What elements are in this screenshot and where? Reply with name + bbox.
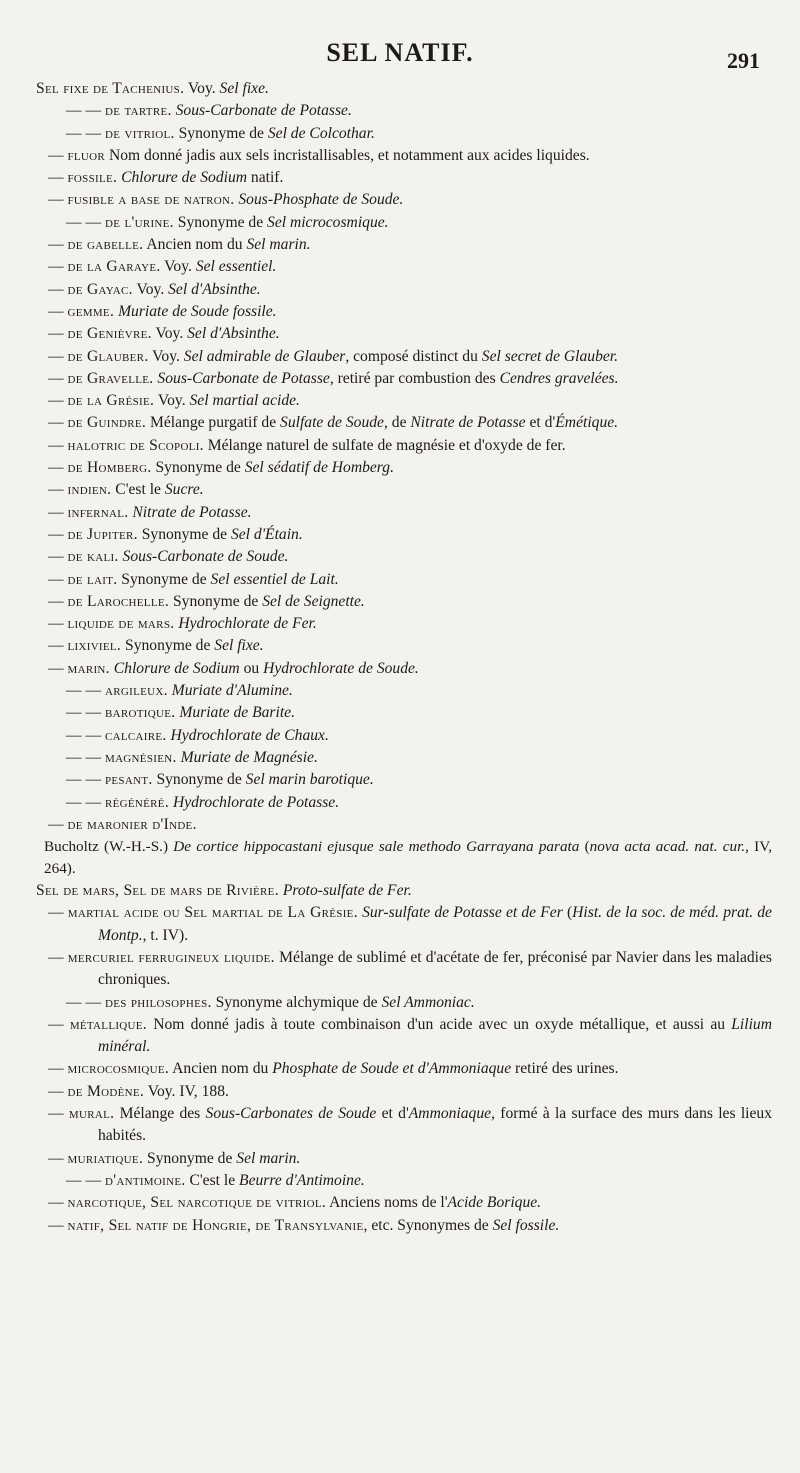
entry-text: Mélange purgatif de <box>146 414 281 432</box>
reference-tail: , IV, 264). <box>44 838 772 878</box>
entry-italic: Sel de Colcothar. <box>267 124 375 142</box>
dictionary-entry <box>36 479 772 501</box>
entry-headword: calcaire. <box>104 726 167 744</box>
entry-italic: Hydrochlorate de Potasse. <box>172 793 340 811</box>
bibliographic-reference <box>36 836 772 880</box>
entry-headword: de Modène. <box>67 1082 145 1100</box>
entry-text: Nom donné jadis à toute combinaison d'un acide avec un oxyde métallique, et aussi au <box>147 1015 732 1033</box>
entry-text: , retiré par combustion des <box>329 369 500 387</box>
entry-text: Mélange de sublimé et d'acétate de fer, préconisé par Navier dans les maladies chroniques. <box>98 948 772 989</box>
entry-dash: — — <box>66 102 105 120</box>
entry-dash: — <box>48 1060 68 1078</box>
entry-italic: Sel admirable de Glauber <box>183 347 346 365</box>
dictionary-entry <box>36 457 772 479</box>
entry-headword: de Glauber. <box>67 347 149 365</box>
entry-text: retiré des urines. <box>511 1060 619 1078</box>
entry-dash: — <box>48 459 68 477</box>
entry-headword: de la Grésie. <box>67 392 155 410</box>
dictionary-entry <box>36 1192 772 1214</box>
entry-dash: — — <box>66 793 105 811</box>
entry-text: ( <box>562 904 573 922</box>
entry-headword: de gabelle. <box>67 236 144 254</box>
entry-italic: Muriate de Soude fossile. <box>118 302 277 320</box>
dictionary-entry <box>36 1103 772 1148</box>
entry-text: Voy. <box>148 347 184 365</box>
entry-italic: Sur-sulfate de Potasse et de Fer <box>362 904 563 922</box>
entry-headword: de Gravelle. <box>67 369 154 387</box>
entry-dash: — <box>48 280 68 298</box>
entry-dash: — <box>48 169 68 187</box>
entry-text: Ancien nom du <box>169 1060 273 1078</box>
entry-dash: — <box>48 525 68 543</box>
entry-dash: — <box>48 1015 70 1033</box>
entry-dash: — <box>48 392 68 410</box>
entry-dash: — <box>48 481 68 499</box>
dictionary-entry <box>36 1081 772 1103</box>
entry-headword: gemme. <box>67 302 115 320</box>
entry-headword: barotique. <box>104 704 176 722</box>
entry-italic: Sous-Carbonate de Potasse <box>157 369 330 387</box>
entry-italic: Sel martial acide. <box>189 392 300 410</box>
entry-italic: Hydrochlorate de Chaux. <box>170 726 329 744</box>
entry-dash: — <box>48 948 68 966</box>
dictionary-entry <box>36 301 772 323</box>
entry-italic: Émétique. <box>555 414 619 432</box>
entry-italic: Hydrochlorate de Soude. <box>263 659 419 677</box>
entry-italic: Sel fossile. <box>492 1216 560 1234</box>
entry-italic: Hydrochlorate de Fer. <box>178 615 317 633</box>
entry-headword: de Homberg. <box>67 459 152 477</box>
entry-italic: Sucre. <box>164 481 204 499</box>
entry-text: Synonyme de <box>152 771 246 789</box>
dictionary-entry <box>36 880 772 902</box>
dictionary-entry <box>36 346 772 368</box>
entry-italic: Sous-Carbonate de Potasse. <box>175 102 352 120</box>
entry-text: Synonyme de <box>173 213 268 231</box>
entry-headword: lixiviel. <box>67 637 122 655</box>
entry-headword: marin. <box>67 659 110 677</box>
entry-headword: de kali. <box>67 548 119 566</box>
entry-headword: mural. <box>68 1105 115 1123</box>
entry-headword: microcosmique. <box>67 1060 170 1078</box>
entry-headword: de Jupiter. <box>67 525 138 543</box>
entry-text: Nom donné jadis aux sels incristallisables, et notamment aux acides liquides. <box>105 146 590 164</box>
entry-headword: argileux. <box>104 682 168 700</box>
entry-italic: Sel marin. <box>246 236 311 254</box>
entry-dash: — <box>48 146 68 164</box>
entry-dash: — <box>48 347 68 365</box>
dictionary-entry <box>36 1058 772 1080</box>
entry-text: Ancien nom du <box>143 236 247 254</box>
entry-headword: de tartre. <box>104 102 172 120</box>
entry-dash: — <box>48 1149 68 1167</box>
dictionary-entry <box>36 368 772 390</box>
entry-dash: — <box>48 414 68 432</box>
dictionary-entry <box>36 1148 772 1170</box>
entry-italic: Chlorure de Sodium <box>113 659 240 677</box>
dictionary-entry <box>36 323 772 345</box>
entry-text: Synonyme de <box>174 124 268 142</box>
entry-dash: — <box>48 570 68 588</box>
entry-text: Voy. <box>132 280 169 298</box>
entry-italic: Sel marin. <box>236 1149 301 1167</box>
entry-italic: Sel d'Absinthe. <box>187 325 280 343</box>
dictionary-entry <box>36 189 772 211</box>
dictionary-entry <box>36 1014 772 1059</box>
entry-dash: — — <box>66 124 105 142</box>
running-title: SEL NATIF. <box>326 38 474 67</box>
entry-headword: Sel de mars, Sel de mars de Rivière. <box>36 882 279 900</box>
entry-italic: Hist. de la soc. de méd. prat. de Montp. <box>98 904 772 944</box>
entry-italic: Nitrate de Potasse <box>410 414 526 432</box>
dictionary-entry <box>36 1170 772 1192</box>
entry-dash: — — <box>66 748 105 766</box>
dictionary-entry <box>36 902 772 947</box>
entry-text: et d' <box>525 414 556 432</box>
entry-italic: Sel marin barotique. <box>245 771 374 789</box>
entry-italic: Muriate de Magnésie. <box>180 748 318 766</box>
entry-italic: Nitrate de Potasse. <box>132 503 252 521</box>
entry-italic: Acide Borique. <box>447 1194 542 1212</box>
entry-text: Synonyme de <box>117 570 211 588</box>
dictionary-entry <box>36 658 772 680</box>
entry-italic: Sous-Carbonates de Soude <box>205 1105 377 1123</box>
entry-italic: Sel essentiel de Lait. <box>210 570 339 588</box>
dictionary-entry <box>36 502 772 524</box>
dictionary-entry <box>36 769 772 791</box>
entry-dash: — <box>48 302 68 320</box>
entry-headword: de Gayac. <box>67 280 133 298</box>
dictionary-entry <box>36 234 772 256</box>
entry-dash: — <box>48 1105 69 1123</box>
entry-text: C'est le <box>185 1171 240 1189</box>
entry-text: Mélange des <box>114 1105 206 1123</box>
dictionary-entry <box>36 947 772 992</box>
entry-italic: Sous-Phosphate de Soude. <box>238 191 404 209</box>
dictionary-entry <box>36 591 772 613</box>
reference-text: ( <box>579 838 590 856</box>
entry-italic: Sel fixe. <box>219 80 269 97</box>
entry-headword: régénéré. <box>104 793 170 811</box>
entry-italic: Sel fixe. <box>214 637 264 655</box>
entry-headword: de Larochelle. <box>67 592 170 610</box>
entry-italic: Chlorure de Sodium <box>121 169 248 187</box>
entry-dash: — <box>48 1216 68 1234</box>
entry-headword: de vitriol. <box>104 124 175 142</box>
entry-dash: — <box>48 904 68 922</box>
entry-dash: — <box>48 615 68 633</box>
entry-headword: martial acide ou Sel martial de La Grésie. <box>67 904 358 922</box>
entry-italic: Muriate d'Alumine. <box>171 682 293 700</box>
entry-italic: Sel de Seignette. <box>262 592 365 610</box>
dictionary-entry <box>36 613 772 635</box>
entry-text: Synonyme alchymique de <box>211 993 382 1011</box>
entry-headword: fluor <box>67 146 106 164</box>
entry-dash: — — <box>66 726 105 744</box>
entry-headword: des philosophes. <box>104 993 212 1011</box>
entry-dash: — <box>48 325 68 343</box>
entry-italic: Sel sédatif de Homberg. <box>244 459 394 477</box>
entry-headword: halotric de Scopoli. <box>67 436 204 454</box>
entry-dash: — <box>48 1082 68 1100</box>
dictionary-entry <box>36 1215 772 1237</box>
entry-text: Voy. <box>184 80 220 97</box>
dictionary-entry <box>36 256 772 278</box>
page-number: 291 <box>727 48 760 73</box>
dictionary-entry <box>36 814 772 836</box>
entry-text: Synonyme de <box>137 525 231 543</box>
entry-italic: Cendres gravelées. <box>499 369 619 387</box>
dictionary-entry <box>36 546 772 568</box>
entry-text: , composé distinct du <box>345 347 482 365</box>
entry-dash: — — <box>66 771 105 789</box>
entry-headword: Sel fixe de Tachenius. <box>36 80 185 97</box>
entry-dash: — <box>48 191 68 209</box>
entry-text: , formé à la surface des murs dans les lieux habités. <box>98 1105 772 1145</box>
entry-dash: — — <box>66 682 105 700</box>
dictionary-entry <box>36 635 772 657</box>
entry-dash: — <box>48 258 68 276</box>
entry-text: Synonyme de <box>143 1149 237 1167</box>
dictionary-entry <box>36 524 772 546</box>
dictionary-entry <box>36 435 772 457</box>
entry-text: natif. <box>247 169 284 187</box>
entry-headword: de lait. <box>67 570 118 588</box>
dictionary-entry <box>36 78 772 100</box>
entry-italic: Sel d'Absinthe. <box>168 280 261 298</box>
entry-dash: — <box>48 369 68 387</box>
entry-italic: Beurre d'Antimoine. <box>239 1171 365 1189</box>
entry-headword: fossile. <box>67 169 118 187</box>
dictionary-entry <box>36 123 772 145</box>
entry-dash: — <box>48 592 68 610</box>
entry-dash: — <box>48 1194 68 1212</box>
entry-headword: de Guindre. <box>67 414 147 432</box>
reference-author: Bucholtz (W.-H.-S.) <box>44 838 174 856</box>
entry-text: Synonyme de <box>169 592 263 610</box>
entry-italic: Proto-sulfate de Fer. <box>282 882 412 900</box>
reference-source: nova acta acad. nat. cur. <box>589 838 746 856</box>
entry-italic: Phosphate de Soude et d'Ammoniaque <box>272 1060 512 1078</box>
entry-dash: — <box>48 236 68 254</box>
entry-headword: fusible a base de natron. <box>67 191 235 209</box>
entry-text: Voy. IV, 188. <box>144 1082 229 1100</box>
entry-text: Anciens noms de l' <box>326 1194 448 1212</box>
entry-italic: Sel microcosmique. <box>267 213 389 231</box>
dictionary-entry <box>36 145 772 167</box>
entry-headword: muriatique. <box>67 1149 144 1167</box>
dictionary-entry <box>36 747 772 769</box>
entry-text: Voy. <box>154 392 190 410</box>
entry-dash: — — <box>66 993 105 1011</box>
entry-dash: — <box>48 503 68 521</box>
entry-dash: — — <box>66 1171 105 1189</box>
dictionary-entry <box>36 792 772 814</box>
entry-headword: de la Garaye. <box>67 258 161 276</box>
entry-text: et d' <box>376 1105 409 1123</box>
entry-dash: — <box>48 637 68 655</box>
dictionary-entry <box>36 702 772 724</box>
dictionary-entry <box>36 992 772 1014</box>
entry-dash: — <box>48 815 68 833</box>
dictionary-entry <box>36 725 772 747</box>
dictionary-entry <box>36 390 772 412</box>
entry-dash: — <box>48 436 68 454</box>
dictionary-entry <box>36 212 772 234</box>
entry-italic: Sel Ammoniac. <box>381 993 475 1011</box>
entry-italic: Sel d'Étain. <box>230 525 303 543</box>
entry-text: , t. IV). <box>142 926 189 944</box>
dictionary-entries <box>36 78 772 1237</box>
entry-headword: d'antimoine. <box>104 1171 186 1189</box>
entry-text: Voy. <box>151 325 188 343</box>
entry-headword: infernal. <box>67 503 129 521</box>
entry-dash: — — <box>66 704 105 722</box>
entry-headword: de l'urine. <box>104 213 174 231</box>
entry-text: Voy. <box>160 258 196 276</box>
entry-text: ou <box>239 659 264 677</box>
entry-headword: indien. <box>67 481 112 499</box>
dictionary-entry <box>36 279 772 301</box>
reference-title: De cortice hippocastani ejusque sale methodo Garrayana parata <box>173 838 580 856</box>
entry-italic: Ammoniaque <box>408 1105 492 1123</box>
entry-dash: — <box>48 548 68 566</box>
entry-headword: narcotique, Sel narcotique de vitriol. <box>67 1194 327 1212</box>
page-header <box>0 38 800 72</box>
entry-italic: Sel secret de Glauber. <box>481 347 619 365</box>
entry-italic: Lilium minéral. <box>98 1015 772 1056</box>
dictionary-entry <box>36 167 772 189</box>
entry-text: C'est le <box>111 481 165 499</box>
entry-text: Synonyme de <box>151 459 245 477</box>
entry-italic: Sel essentiel. <box>195 258 277 276</box>
entry-headword: liquide de mars. <box>67 615 175 633</box>
entry-italic: Sulfate de Soude <box>280 414 384 432</box>
entry-text: Mélange naturel de sulfate de magnésie et d'oxyde de fer. <box>203 436 566 454</box>
entry-headword: pesant. <box>104 771 153 789</box>
entry-headword: magnésien. <box>104 748 177 766</box>
dictionary-entry <box>36 100 772 122</box>
entry-headword: de maronier d'Inde. <box>67 815 197 833</box>
entry-headword: mercuriel ferrugineux liquide. <box>67 948 275 966</box>
dictionary-entry <box>36 412 772 434</box>
entry-dash: — <box>48 659 68 677</box>
entry-headword: natif, Sel natif de Hongrie, de Transylvanie <box>67 1216 364 1234</box>
entry-headword: de Genièvre. <box>67 325 152 343</box>
entry-text: , etc. Synonymes de <box>363 1216 493 1234</box>
dictionary-entry <box>36 680 772 702</box>
entry-headword: métallique. <box>69 1015 148 1033</box>
dictionary-entry <box>36 569 772 591</box>
entry-text: , de <box>383 414 411 432</box>
entry-dash: — — <box>66 213 105 231</box>
entry-italic: Muriate de Barite. <box>179 704 295 722</box>
entry-italic: Sous-Carbonate de Soude. <box>122 548 289 566</box>
entry-text: Synonyme de <box>121 637 215 655</box>
